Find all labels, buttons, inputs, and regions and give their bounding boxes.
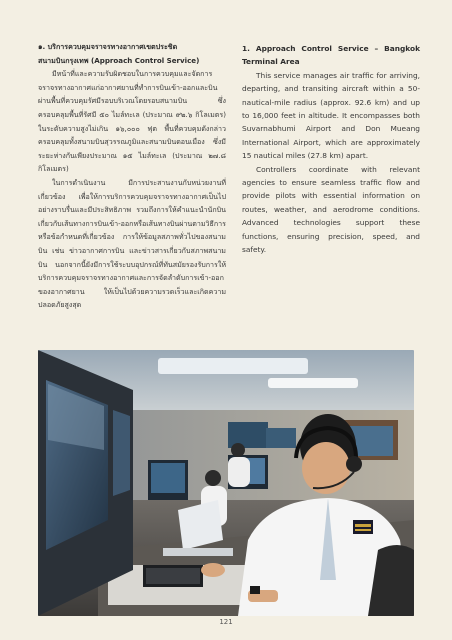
thai-column [38,40,226,312]
page-number: 121 [219,618,233,626]
thai-paragraph-1: มีหน้าที่และความรับผิดชอบในการควบคุมและจัดการจราจรทางอากาศแก่อากาศยานที่ทำการบินเข้า-ออกและบินผ่านพื้นที่ควบคุมรัศมีรอบบริเวณโดยรอบสนามบิน ซึ่งครอบคลุมพื้นที่รัศมี ๕๐ ไมล์ทะเล (ประมาณ ๙๒.๖ กิโลเมตร) ในระดับความสูงไม่เกิน ๑๖,๐๐๐ ฟุต พื้นที่ควบคุมดังกล่าวครอบคลุมทั้งสนามบินสุวรรณภูมิและสนามบินดอนเมือง ซึ่งมีระยะห่างกันเพียงประมาณ ๑๕ ไมล์ทะเล (ประมาณ ๒๗.๘ กิโลเมตร) [38,69,226,174]
thai-paragraph-2: ในการดำเนินงาน มีการประสานงานกับหน่วยงานที่เกี่ยวข้อง เพื่อให้การบริการควบคุมจราจรทางอากาศเป็นไปอย่างราบรื่นและมีประสิทธิภาพ รวมถึงการให้คำแนะนำนักบินเกี่ยวกับเส้นทางการบินเข้า-ออกหรือเส้นทางบินผ่านตามวิธีการหรือข้อกำหนดที่เกี่ยวข้อง การให้ข้อมูลสภาพทั่วไปของสนามบิน เช่น ข่าวอากาศการบิน และข่าวสารเกี่ยวกับสภาพสนามบิน นอกจากนี้ยังมีการใช้ระบบอุปกรณ์ที่ทันสมัยรองรับการให้บริการควบคุมจราจรทางอากาศและการจัดลำดับการเข้า-ออกของอากาศยาน ให้เป็นไปด้วยความรวดเร็วและเกิดความปลอดภัยสูงสุด [38,177,226,310]
control-room-photo [38,350,414,616]
thai-heading [38,40,226,67]
english-heading: 1. Approach Control Service – Bangkok Terminal Area [242,44,420,67]
thai-heading-line2: สนามบินกรุงเทพ [38,55,89,65]
english-paragraph-1: This service manages air traffic for arriving, departing, and transiting aircraft within a 50-nautical-mile radius (approx. 92.6 km) and up to 16,000 feet in altitude. It encompasses both Suvarnabhumi Airport and Don Mueang International Airport, which are approximately 15 nautical miles (27.8 km) apart. [242,70,420,161]
english-column [242,42,420,257]
thai-heading-en: (Approach Control Service) [91,55,200,65]
thai-heading-line1: ๑. บริการควบคุมจราจรทางอากาศเขตประชิด [38,42,178,51]
english-paragraph-2: Controllers coordinate with relevant agencies to ensure seamless traffic flow and provide pilots with essential information on routes, weather, and aerodrome conditions. Advanced technologies support these functions, ensuring precision, speed, and safety. [242,164,420,255]
